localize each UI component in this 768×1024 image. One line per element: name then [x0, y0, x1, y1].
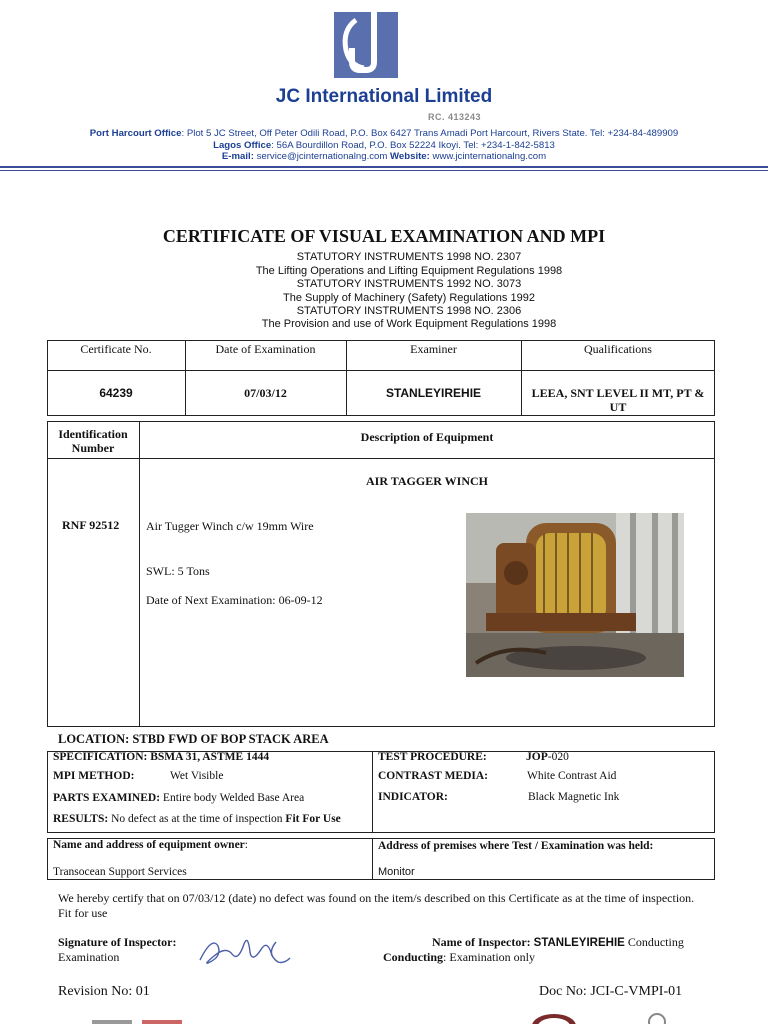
table-divider: [47, 370, 715, 371]
table-divider: [372, 751, 373, 833]
specification: SPECIFICATION: BSMA 31, ASTME 1444: [53, 751, 270, 763]
registration-number: RC. 413243: [428, 112, 482, 122]
equipment-description: Air Tugger Winch c/w 19mm Wire: [146, 519, 314, 533]
conducting-label: Conducting: [383, 950, 444, 964]
contrast-media-label: CONTRAST MEDIA:: [378, 770, 489, 782]
statute-line: The Supply of Machinery (Safety) Regulations 1992: [283, 292, 535, 304]
identification-number: RNF 92512: [62, 518, 120, 532]
header-qualifications: Qualifications: [584, 342, 652, 356]
inspector-name-value: STANLEYIREHIE: [533, 937, 625, 949]
header-examiner: Examiner: [410, 342, 457, 356]
company-name: JC International Limited: [275, 86, 493, 107]
equipment-name: AIR TAGGER WINCH: [365, 474, 489, 488]
inspector-name-after: Conducting: [624, 935, 684, 949]
next-examination-date: Date of Next Examination: 06-09-12: [146, 593, 323, 607]
footer-accreditation-mark: [92, 1018, 184, 1024]
parts-examined-value: Entire body Welded Base Area: [160, 792, 305, 804]
safe-working-load: SWL: 5 Tons: [146, 564, 210, 578]
statute-line: The Lifting Operations and Lifting Equipment Regulations 1998: [255, 265, 563, 277]
test-procedure-label: TEST PROCEDURE:: [378, 751, 487, 763]
location: LOCATION: STBD FWD OF BOP STACK AREA: [58, 732, 329, 746]
header-date-of-examination: Date of Examination: [215, 342, 316, 356]
owner-value: Transocean Support Services: [53, 866, 187, 878]
owner-label: Name and address of equipment owner: [53, 839, 245, 851]
equipment-photo: [466, 513, 684, 677]
certification-fit: Fit for use: [58, 906, 108, 920]
lagos-label: Lagos Office: [213, 140, 272, 151]
statute-line: STATUTORY INSTRUMENTS 1998 NO. 2306: [296, 305, 522, 317]
footer-seal-icon: [530, 1012, 578, 1024]
email-value[interactable]: service@jcinternationalng.com: [253, 151, 391, 162]
table-divider: [47, 458, 715, 459]
header-certificate-no: Certificate No.: [80, 342, 152, 356]
header-rule: [0, 166, 768, 168]
signature-sub: Examination: [58, 950, 120, 964]
signature-label: Signature of Inspector:: [58, 935, 177, 949]
document-number: Doc No: JCI-C-VMPI-01: [539, 984, 683, 999]
footer-cert-icon: [646, 1010, 668, 1024]
certification-statement: We hereby certify that on 07/03/12 (date) no defect was found on the item/s described on this Certificate as at the time of inspection.: [58, 891, 695, 905]
lagos-address: [0, 140, 768, 151]
statute-line: The Provision and use of Work Equipment Regulations 1998: [261, 318, 557, 330]
premises-label: Address of premises where Test / Examination was held:: [378, 840, 654, 852]
premises-value: Monitor: [378, 866, 415, 878]
results: [53, 813, 341, 825]
statute-line: STATUTORY INSTRUMENTS 1992 NO. 3073: [296, 278, 522, 290]
website-label: Website:: [390, 151, 430, 162]
inspector-signature: [192, 926, 296, 970]
email-label: E-mail:: [221, 151, 254, 162]
mpi-method-value: Wet Visible: [170, 770, 224, 782]
conducting-line: [383, 950, 535, 965]
indicator-value: Black Magnetic Ink: [528, 791, 620, 803]
results-fit: Fit For Use: [285, 813, 341, 825]
test-procedure-number: -020: [547, 751, 569, 763]
company-logo: [330, 10, 402, 80]
test-procedure-prefix: JOP: [526, 751, 548, 763]
inspector-name-line: [432, 935, 684, 950]
owner-colon: :: [244, 839, 248, 851]
examiner-value: STANLEYIREHIE: [385, 386, 482, 400]
parts-examined: [53, 792, 304, 804]
results-label: RESULTS:: [53, 813, 109, 825]
identification-number-header: Identification Number: [58, 427, 128, 455]
port-harcourt-address: [0, 128, 768, 139]
statute-line: STATUTORY INSTRUMENTS 1998 NO. 2307: [296, 251, 522, 263]
conducting-value: : Examination only: [443, 950, 536, 964]
results-value: No defect as at the time of inspection: [108, 813, 286, 825]
table-divider: [139, 421, 140, 727]
contrast-media-value: White Contrast Aid: [527, 770, 617, 782]
revision-number: Revision No: 01: [58, 984, 150, 999]
certificate-title: CERTIFICATE OF VISUAL EXAMINATION AND MPI: [162, 226, 606, 246]
website-value[interactable]: www.jcinternationalng.com: [429, 151, 547, 162]
indicator-label: INDICATOR:: [378, 791, 448, 803]
mpi-method-label: MPI METHOD:: [53, 770, 135, 782]
contact-line: [0, 151, 768, 162]
header-rule-thin: [0, 170, 768, 171]
qualifications-value: LEEA, SNT LEVEL II MT, PT & UT: [531, 386, 705, 414]
table-divider: [372, 838, 373, 880]
parts-examined-label: PARTS EXAMINED:: [53, 792, 161, 804]
port-harcourt-text: : Plot 5 JC Street, Off Peter Odili Road, P.O. Box 6427 Trans Amadi Port Harcourt, Rivers State. Tel: +234-84-489909: [181, 128, 679, 139]
lagos-text: : 56A Bourdillon Road, P.O. Box 52224 Ikoyi. Tel: +234-1-842-5813: [271, 140, 555, 151]
test-procedure-value: [526, 751, 569, 763]
port-harcourt-label: Port Harcourt Office: [89, 128, 182, 139]
inspector-name-label: Name of Inspector:: [432, 935, 531, 949]
date-of-examination-value: 07/03/12: [244, 386, 287, 400]
certificate-no-value: 64239: [99, 386, 133, 400]
owner-label-line: [53, 839, 248, 851]
description-header: Description of Equipment: [360, 430, 494, 444]
